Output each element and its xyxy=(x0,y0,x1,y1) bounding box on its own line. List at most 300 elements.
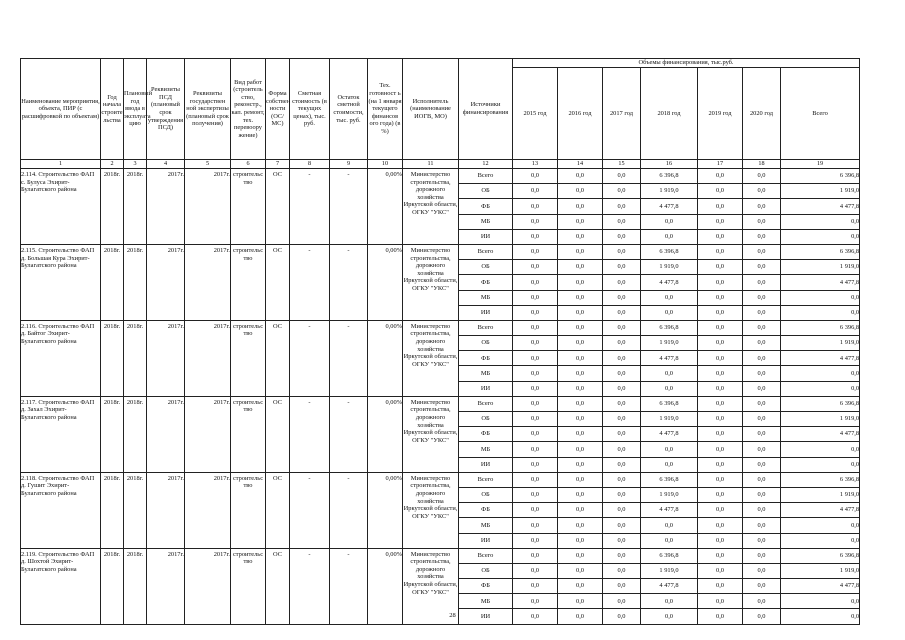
column-number: 19 xyxy=(781,160,860,169)
year-value: 0,0 xyxy=(513,396,558,411)
year-value: 0,0 xyxy=(698,579,743,594)
start-year: 2018г. xyxy=(101,548,124,624)
year-value: 0,0 xyxy=(513,184,558,199)
year-value: 0,0 xyxy=(513,275,558,290)
year-value: 0,0 xyxy=(743,412,781,427)
year-value: 0,0 xyxy=(641,533,698,548)
total-value: 0,0 xyxy=(781,609,860,624)
year-value: 0,0 xyxy=(513,548,558,563)
table-row xyxy=(21,320,860,335)
year-value: 0,0 xyxy=(558,442,603,457)
year-value: 0,0 xyxy=(558,548,603,563)
year-value: 0,0 xyxy=(641,229,698,244)
readiness: 0,00% xyxy=(368,320,403,396)
column-number: 15 xyxy=(603,160,641,169)
year-value: 0,0 xyxy=(558,563,603,578)
work-type: строительс тво xyxy=(231,472,266,548)
ownership-form: ОС xyxy=(266,244,290,320)
year-value: 0,0 xyxy=(743,366,781,381)
funding-source: ОБ xyxy=(459,563,513,578)
year-value: 0,0 xyxy=(558,609,603,624)
year-value: 0,0 xyxy=(513,336,558,351)
column-number: 2 xyxy=(101,160,124,169)
header-total: Всего xyxy=(781,68,860,160)
funding-source: МБ xyxy=(459,442,513,457)
year-value: 0,0 xyxy=(743,351,781,366)
year-value: 0,0 xyxy=(558,336,603,351)
table-row xyxy=(21,244,860,259)
object-name: 2.117. Строительство ФАП д. Захал Эхирит-Булагатского района xyxy=(21,396,101,472)
total-value: 6 396,8 xyxy=(781,320,860,335)
remaining-cost: - xyxy=(330,396,368,472)
readiness: 0,00% xyxy=(368,472,403,548)
header-plan-year: Плановый год ввода в эксплуата цию xyxy=(124,59,147,160)
readiness: 0,00% xyxy=(368,396,403,472)
year-value: 0,0 xyxy=(558,229,603,244)
year-value: 0,0 xyxy=(698,518,743,533)
total-value: 0,0 xyxy=(781,442,860,457)
year-value: 0,0 xyxy=(513,442,558,457)
estimated-cost: - xyxy=(290,472,330,548)
expertise-date: 2017г. xyxy=(185,244,231,320)
work-type: строительс тво xyxy=(231,169,266,245)
year-value: 0,0 xyxy=(513,199,558,214)
funding-source: Всего xyxy=(459,169,513,184)
year-value: 0,0 xyxy=(558,457,603,472)
year-value: 0,0 xyxy=(558,214,603,229)
remaining-cost: - xyxy=(330,169,368,245)
year-value: 1 919,0 xyxy=(641,412,698,427)
funding-source: ФБ xyxy=(459,503,513,518)
start-year: 2018г. xyxy=(101,472,124,548)
funding-source: ОБ xyxy=(459,487,513,502)
year-value: 0,0 xyxy=(513,229,558,244)
year-value: 0,0 xyxy=(603,320,641,335)
header-psd: Реквизиты ПСД (плановый срок утверждения ПСД) xyxy=(147,59,185,160)
year-value: 4 477,8 xyxy=(641,275,698,290)
year-value: 0,0 xyxy=(603,427,641,442)
year-value: 0,0 xyxy=(743,290,781,305)
year-value: 0,0 xyxy=(698,244,743,259)
total-value: 1 919,0 xyxy=(781,563,860,578)
year-value: 0,0 xyxy=(513,305,558,320)
header-form: Форма собствен ности (ОС/МС) xyxy=(266,59,290,160)
year-value: 0,0 xyxy=(513,563,558,578)
plan-year: 2018г. xyxy=(124,320,147,396)
year-value: 0,0 xyxy=(698,594,743,609)
total-value: 1 919,0 xyxy=(781,487,860,502)
year-value: 0,0 xyxy=(641,518,698,533)
year-value: 0,0 xyxy=(603,169,641,184)
year-value: 0,0 xyxy=(743,457,781,472)
year-value: 0,0 xyxy=(603,412,641,427)
total-value: 4 477,8 xyxy=(781,275,860,290)
year-value: 0,0 xyxy=(603,351,641,366)
work-type: строительс тво xyxy=(231,244,266,320)
year-value: 0,0 xyxy=(603,290,641,305)
column-number: 5 xyxy=(185,160,231,169)
year-value: 0,0 xyxy=(698,275,743,290)
year-value: 0,0 xyxy=(641,366,698,381)
year-value: 0,0 xyxy=(641,305,698,320)
ownership-form: ОС xyxy=(266,320,290,396)
year-value: 0,0 xyxy=(698,533,743,548)
year-value: 0,0 xyxy=(558,533,603,548)
year-value: 0,0 xyxy=(558,275,603,290)
year-value: 0,0 xyxy=(698,290,743,305)
year-value: 0,0 xyxy=(513,457,558,472)
year-value: 0,0 xyxy=(603,472,641,487)
psd-date: 2017г. xyxy=(147,169,185,245)
header-executor: Исполнитель (наименование ИОГВ, МО) xyxy=(403,59,459,160)
financing-table xyxy=(20,58,860,625)
year-value: 0,0 xyxy=(698,214,743,229)
object-name: 2.114. Строительство ФАП с. Булуса Эхирит-Булагатского района xyxy=(21,169,101,245)
ownership-form: ОС xyxy=(266,396,290,472)
year-value: 6 396,8 xyxy=(641,472,698,487)
readiness: 0,00% xyxy=(368,244,403,320)
total-value: 4 477,8 xyxy=(781,579,860,594)
year-value: 6 396,8 xyxy=(641,169,698,184)
header-expertise: Реквизиты государствен ной экспертизы (плановый срок получения) xyxy=(185,59,231,160)
funding-source: МБ xyxy=(459,518,513,533)
year-value: 0,0 xyxy=(743,275,781,290)
ownership-form: ОС xyxy=(266,548,290,624)
total-value: 4 477,8 xyxy=(781,351,860,366)
estimated-cost: - xyxy=(290,396,330,472)
year-value: 0,0 xyxy=(603,563,641,578)
year-value: 0,0 xyxy=(698,305,743,320)
expertise-date: 2017г. xyxy=(185,548,231,624)
year-value: 0,0 xyxy=(743,336,781,351)
psd-date: 2017г. xyxy=(147,472,185,548)
psd-date: 2017г. xyxy=(147,548,185,624)
total-value: 4 477,8 xyxy=(781,427,860,442)
year-value: 0,0 xyxy=(603,366,641,381)
year-value: 0,0 xyxy=(558,412,603,427)
year-value: 0,0 xyxy=(603,548,641,563)
start-year: 2018г. xyxy=(101,169,124,245)
object-name: 2.116. Строительство ФАП д. Байтог Эхирит-Булагатского района xyxy=(21,320,101,396)
year-value: 0,0 xyxy=(558,487,603,502)
year-value: 0,0 xyxy=(513,472,558,487)
year-value: 6 396,8 xyxy=(641,548,698,563)
year-value: 0,0 xyxy=(641,457,698,472)
work-type: строительс тво xyxy=(231,548,266,624)
total-value: 4 477,8 xyxy=(781,199,860,214)
funding-source: МБ xyxy=(459,214,513,229)
year-value: 0,0 xyxy=(698,169,743,184)
year-value: 0,0 xyxy=(558,305,603,320)
plan-year: 2018г. xyxy=(124,396,147,472)
estimated-cost: - xyxy=(290,169,330,245)
year-value: 0,0 xyxy=(603,442,641,457)
year-value: 0,0 xyxy=(603,487,641,502)
year-value: 0,0 xyxy=(698,609,743,624)
year-value: 0,0 xyxy=(558,381,603,396)
year-value: 0,0 xyxy=(743,533,781,548)
year-value: 0,0 xyxy=(513,366,558,381)
year-value: 0,0 xyxy=(698,336,743,351)
column-number: 12 xyxy=(459,160,513,169)
remaining-cost: - xyxy=(330,244,368,320)
year-value: 0,0 xyxy=(603,457,641,472)
total-value: 0,0 xyxy=(781,594,860,609)
remaining-cost: - xyxy=(330,320,368,396)
page-number: 28 xyxy=(449,612,456,619)
year-value: 0,0 xyxy=(603,579,641,594)
start-year: 2018г. xyxy=(101,320,124,396)
funding-source: ИИ xyxy=(459,229,513,244)
total-value: 1 919,0 xyxy=(781,184,860,199)
year-value: 0,0 xyxy=(513,579,558,594)
funding-source: ФБ xyxy=(459,275,513,290)
total-value: 6 396,8 xyxy=(781,396,860,411)
year-value: 0,0 xyxy=(743,184,781,199)
year-value: 0,0 xyxy=(698,427,743,442)
expertise-date: 2017г. xyxy=(185,396,231,472)
year-value: 0,0 xyxy=(603,244,641,259)
year-value: 0,0 xyxy=(603,381,641,396)
year-value: 1 919,0 xyxy=(641,336,698,351)
year-value: 0,0 xyxy=(513,609,558,624)
funding-source: ФБ xyxy=(459,427,513,442)
executor: Министерство строительства, дорожного хозяйства Иркутской области, ОГКУ "УКС" xyxy=(403,396,459,472)
ownership-form: ОС xyxy=(266,472,290,548)
header-cost: Сметная стоимость (в текущих ценах), тыс. руб. xyxy=(290,59,330,160)
year-value: 0,0 xyxy=(641,442,698,457)
total-value: 0,0 xyxy=(781,457,860,472)
funding-source: ОБ xyxy=(459,336,513,351)
column-number: 8 xyxy=(290,160,330,169)
funding-source: ОБ xyxy=(459,412,513,427)
work-type: строительс тво xyxy=(231,320,266,396)
executor: Министерство строительства, дорожного хозяйства Иркутской области, ОГКУ "УКС" xyxy=(403,548,459,624)
header-remaining: Остаток сметной стоимости, тыс. руб. xyxy=(330,59,368,160)
year-value: 0,0 xyxy=(513,412,558,427)
year-value: 0,0 xyxy=(558,518,603,533)
year-value: 0,0 xyxy=(743,594,781,609)
year-value: 0,0 xyxy=(603,305,641,320)
plan-year: 2018г. xyxy=(124,472,147,548)
year-value: 0,0 xyxy=(743,503,781,518)
header-volumes: Объемы финансирования, тыс.руб. xyxy=(513,59,860,68)
year-value: 0,0 xyxy=(603,518,641,533)
year-value: 0,0 xyxy=(698,199,743,214)
funding-source: МБ xyxy=(459,366,513,381)
year-value: 0,0 xyxy=(558,290,603,305)
total-value: 1 919,0 xyxy=(781,412,860,427)
column-number: 13 xyxy=(513,160,558,169)
year-value: 0,0 xyxy=(558,169,603,184)
year-value: 0,0 xyxy=(743,579,781,594)
year-value: 0,0 xyxy=(558,260,603,275)
readiness: 0,00% xyxy=(368,548,403,624)
year-value: 0,0 xyxy=(743,518,781,533)
funding-source: Всего xyxy=(459,244,513,259)
year-value: 0,0 xyxy=(743,472,781,487)
year-value: 1 919,0 xyxy=(641,563,698,578)
ownership-form: ОС xyxy=(266,169,290,245)
column-number: 17 xyxy=(698,160,743,169)
year-value: 0,0 xyxy=(698,412,743,427)
header-start-year: Год начала строите льства xyxy=(101,59,124,160)
year-value: 0,0 xyxy=(603,396,641,411)
year-value: 0,0 xyxy=(698,320,743,335)
header-year: 2015 год xyxy=(513,68,558,160)
year-value: 0,0 xyxy=(743,260,781,275)
year-value: 0,0 xyxy=(558,594,603,609)
total-value: 0,0 xyxy=(781,305,860,320)
readiness: 0,00% xyxy=(368,169,403,245)
column-number: 7 xyxy=(266,160,290,169)
object-name: 2.119. Строительство ФАП д. Шохтой Эхирит-Булагатского района xyxy=(21,548,101,624)
total-value: 1 919,0 xyxy=(781,336,860,351)
funding-source: ФБ xyxy=(459,199,513,214)
column-number: 6 xyxy=(231,160,266,169)
year-value: 4 477,8 xyxy=(641,503,698,518)
year-value: 0,0 xyxy=(743,229,781,244)
executor: Министерство строительства, дорожного хозяйства Иркутской области, ОГКУ "УКС" xyxy=(403,169,459,245)
column-number: 1 xyxy=(21,160,101,169)
total-value: 0,0 xyxy=(781,518,860,533)
plan-year: 2018г. xyxy=(124,548,147,624)
column-number: 16 xyxy=(641,160,698,169)
total-value: 6 396,8 xyxy=(781,472,860,487)
year-value: 6 396,8 xyxy=(641,396,698,411)
psd-date: 2017г. xyxy=(147,396,185,472)
year-value: 0,0 xyxy=(743,320,781,335)
funding-source: Всего xyxy=(459,320,513,335)
year-value: 0,0 xyxy=(513,518,558,533)
year-value: 0,0 xyxy=(513,427,558,442)
funding-source: ИИ xyxy=(459,457,513,472)
year-value: 0,0 xyxy=(698,548,743,563)
total-value: 6 396,8 xyxy=(781,244,860,259)
column-number: 10 xyxy=(368,160,403,169)
year-value: 1 919,0 xyxy=(641,487,698,502)
year-value: 0,0 xyxy=(698,351,743,366)
header-year: 2018 год xyxy=(641,68,698,160)
funding-source: ФБ xyxy=(459,579,513,594)
year-value: 0,0 xyxy=(698,457,743,472)
column-number: 9 xyxy=(330,160,368,169)
object-name: 2.115. Строительство ФАП д. Большая Кура Эхирит-Булагатского района xyxy=(21,244,101,320)
year-value: 0,0 xyxy=(513,244,558,259)
year-value: 0,0 xyxy=(513,351,558,366)
year-value: 0,0 xyxy=(743,305,781,320)
year-value: 0,0 xyxy=(603,503,641,518)
total-value: 6 396,8 xyxy=(781,548,860,563)
year-value: 0,0 xyxy=(603,260,641,275)
estimated-cost: - xyxy=(290,320,330,396)
year-value: 0,0 xyxy=(698,229,743,244)
year-value: 0,0 xyxy=(641,609,698,624)
year-value: 0,0 xyxy=(698,487,743,502)
year-value: 0,0 xyxy=(513,533,558,548)
year-value: 0,0 xyxy=(603,229,641,244)
year-value: 0,0 xyxy=(603,184,641,199)
year-value: 0,0 xyxy=(558,503,603,518)
year-value: 0,0 xyxy=(743,609,781,624)
year-value: 0,0 xyxy=(641,214,698,229)
year-value: 6 396,8 xyxy=(641,244,698,259)
year-value: 0,0 xyxy=(698,563,743,578)
funding-source: Всего xyxy=(459,396,513,411)
total-value: 4 477,8 xyxy=(781,503,860,518)
year-value: 0,0 xyxy=(558,351,603,366)
year-value: 0,0 xyxy=(513,381,558,396)
executor: Министерство строительства, дорожного хозяйства Иркутской области, ОГКУ "УКС" xyxy=(403,472,459,548)
year-value: 0,0 xyxy=(743,199,781,214)
funding-source: ОБ xyxy=(459,184,513,199)
column-number: 14 xyxy=(558,160,603,169)
expertise-date: 2017г. xyxy=(185,320,231,396)
column-number: 18 xyxy=(743,160,781,169)
table-row xyxy=(21,396,860,411)
year-value: 0,0 xyxy=(603,609,641,624)
table-row xyxy=(21,472,860,487)
year-value: 1 919,0 xyxy=(641,260,698,275)
year-value: 0,0 xyxy=(698,366,743,381)
expertise-date: 2017г. xyxy=(185,472,231,548)
start-year: 2018г. xyxy=(101,396,124,472)
funding-source: МБ xyxy=(459,594,513,609)
work-type: строительс тво xyxy=(231,396,266,472)
executor: Министерство строительства, дорожного хозяйства Иркутской области, ОГКУ "УКС" xyxy=(403,244,459,320)
total-value: 0,0 xyxy=(781,229,860,244)
year-value: 0,0 xyxy=(558,427,603,442)
year-value: 0,0 xyxy=(558,366,603,381)
year-value: 0,0 xyxy=(743,487,781,502)
object-name: 2.118. Строительство ФАП д. Гушит Эхирит-Булагатского района xyxy=(21,472,101,548)
year-value: 0,0 xyxy=(743,214,781,229)
year-value: 4 477,8 xyxy=(641,199,698,214)
total-value: 0,0 xyxy=(781,366,860,381)
header-work-type: Вид работ (строитель ство, реконстр., кап. ремонт, тех. перевоору жение) xyxy=(231,59,266,160)
funding-source: Всего xyxy=(459,548,513,563)
year-value: 0,0 xyxy=(513,290,558,305)
year-value: 0,0 xyxy=(743,169,781,184)
estimated-cost: - xyxy=(290,244,330,320)
executor: Министерство строительства, дорожного хозяйства Иркутской области, ОГКУ "УКС" xyxy=(403,320,459,396)
year-value: 0,0 xyxy=(698,260,743,275)
year-value: 0,0 xyxy=(513,320,558,335)
psd-date: 2017г. xyxy=(147,320,185,396)
year-value: 0,0 xyxy=(698,442,743,457)
year-value: 4 477,8 xyxy=(641,427,698,442)
funding-source: ОБ xyxy=(459,260,513,275)
column-number: 3 xyxy=(124,160,147,169)
year-value: 0,0 xyxy=(513,169,558,184)
year-value: 0,0 xyxy=(698,503,743,518)
funding-source: ИИ xyxy=(459,609,513,624)
total-value: 1 919,0 xyxy=(781,260,860,275)
year-value: 0,0 xyxy=(558,472,603,487)
year-value: 0,0 xyxy=(641,594,698,609)
total-value: 0,0 xyxy=(781,381,860,396)
year-value: 1 919,0 xyxy=(641,184,698,199)
year-value: 0,0 xyxy=(743,427,781,442)
column-number: 4 xyxy=(147,160,185,169)
year-value: 0,0 xyxy=(603,199,641,214)
funding-source: ИИ xyxy=(459,533,513,548)
total-value: 0,0 xyxy=(781,214,860,229)
year-value: 0,0 xyxy=(743,548,781,563)
year-value: 0,0 xyxy=(558,244,603,259)
year-value: 0,0 xyxy=(641,290,698,305)
year-value: 0,0 xyxy=(743,396,781,411)
